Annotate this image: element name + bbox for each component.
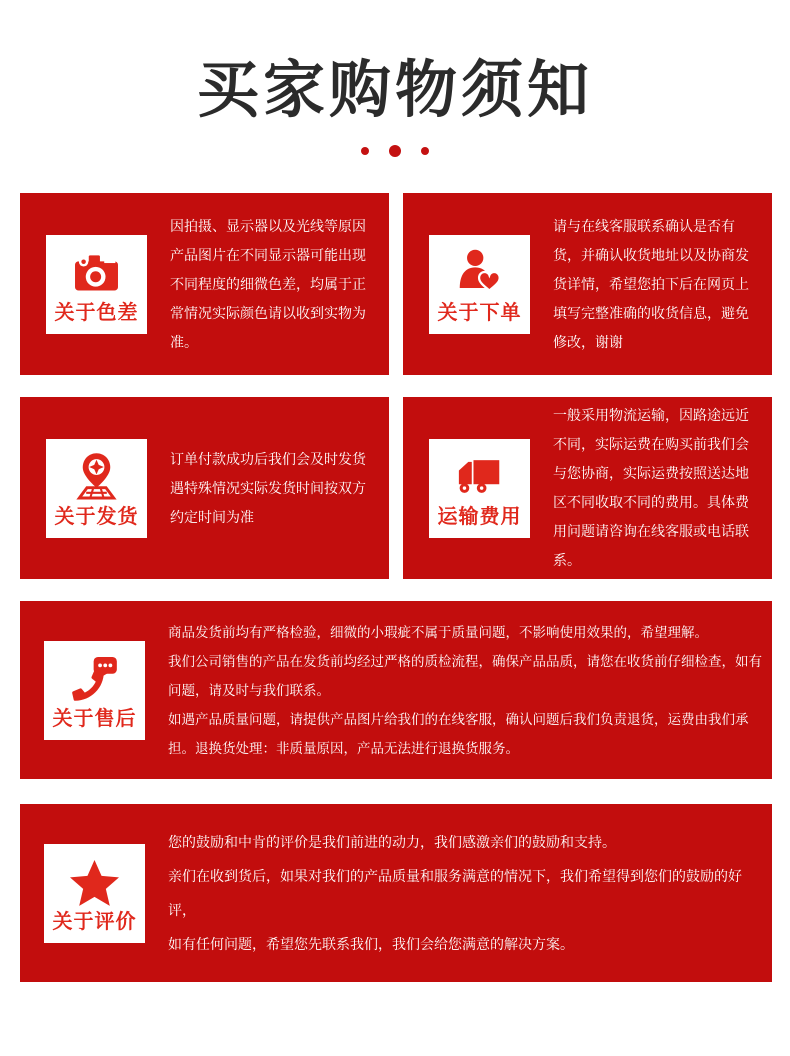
card-ordering bbox=[403, 193, 772, 375]
icon-tile bbox=[44, 641, 145, 740]
card-row-1 bbox=[20, 193, 772, 375]
icon-tile bbox=[429, 235, 530, 334]
card-paragraph: 因拍摄、显示器以及光线等原因产品图片在不同显示器可能出现不同程度的细微色差，均属于正常情况实际颜色请以收到实物为准。 bbox=[170, 217, 366, 350]
icon-tile bbox=[46, 439, 147, 538]
location-pin-icon bbox=[69, 449, 124, 504]
card-paragraph: 订单付款成功后我们会及时发货 bbox=[170, 450, 366, 467]
card-text bbox=[553, 401, 772, 575]
camera-icon bbox=[69, 245, 124, 300]
card-paragraph: 商品发货前均有严格检验，细微的小瑕疵不属于质量问题，不影响使用效果的，希望理解。 bbox=[168, 624, 708, 640]
notice-cards bbox=[20, 193, 772, 982]
user-heart-icon bbox=[452, 245, 507, 300]
divider-dot bbox=[361, 147, 369, 155]
title-divider-dots bbox=[0, 145, 790, 157]
card-label: 关于色差 bbox=[54, 302, 139, 324]
icon-tile bbox=[44, 844, 145, 943]
card-paragraph: 我们公司销售的产品在发货前均经过严格的质检流程，确保产品品质，请您在收货前仔细检查，如有问题，请及时与我们联系。 bbox=[168, 653, 762, 698]
divider-dot bbox=[421, 147, 429, 155]
phone-chat-icon bbox=[67, 651, 122, 706]
card-text bbox=[168, 618, 772, 763]
icon-tile bbox=[429, 439, 530, 538]
card-label: 运输费用 bbox=[437, 506, 522, 528]
truck-icon bbox=[452, 449, 507, 504]
card-paragraph: 如遇产品质量问题，请提供产品图片给我们的在线客服，确认问题后我们负责退货，运费由我们承担。退换货处理：非质量原因，产品无法进行退换货服务。 bbox=[168, 711, 749, 756]
page-title: 买家购物须知 bbox=[196, 56, 593, 125]
card-label: 关于售后 bbox=[52, 708, 137, 730]
card-label: 关于下单 bbox=[437, 302, 522, 324]
card-label: 关于评价 bbox=[52, 911, 137, 933]
card-label: 关于发货 bbox=[54, 506, 139, 528]
icon-tile bbox=[46, 235, 147, 334]
card-text bbox=[170, 212, 389, 357]
card-paragraph: 亲们在收到货后，如果对我们的产品质量和服务满意的情况下，我们希望得到您们的鼓励的好评， bbox=[168, 868, 742, 918]
card-text bbox=[170, 445, 389, 532]
divider-dot bbox=[389, 145, 401, 157]
card-paragraph: 遇特殊情况实际发货时间按双方约定时间为准 bbox=[170, 479, 366, 525]
card-text bbox=[553, 212, 772, 357]
card-shipping bbox=[20, 397, 389, 579]
card-paragraph: 请与在线客服联系确认是否有货，并确认收货地址以及协商发货详情，希望您拍下后在网页上填写完整准确的收货信息，避免修改，谢谢 bbox=[553, 217, 749, 350]
star-icon bbox=[67, 854, 122, 909]
card-paragraph: 如有任何问题，希望您先联系我们，我们会给您满意的解决方案。 bbox=[168, 936, 574, 952]
card-paragraph: 您的鼓励和中肯的评价是我们前进的动力，我们感激亲们的鼓励和支持。 bbox=[168, 834, 616, 850]
card-reviews bbox=[20, 804, 772, 982]
card-row-2 bbox=[20, 397, 772, 579]
card-text bbox=[168, 825, 772, 961]
card-paragraph: 一般采用物流运输，因路途远近不同，实际运费在购买前我们会与您协商，实际运费按照送达地区不同收取不同的费用。具体费用问题请咨询在线客服或电话联系。 bbox=[553, 407, 749, 568]
card-after-sales bbox=[20, 601, 772, 779]
card-freight bbox=[403, 397, 772, 579]
card-color-difference bbox=[20, 193, 389, 375]
